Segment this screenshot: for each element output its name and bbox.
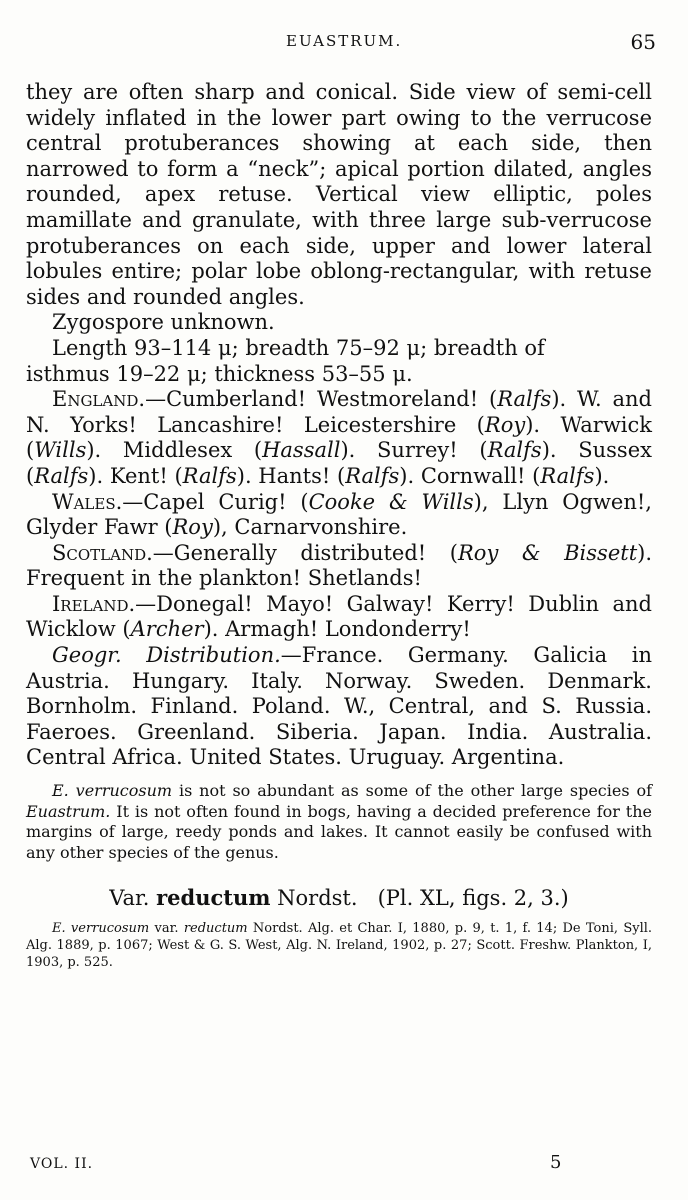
region-label: Wales <box>52 489 116 514</box>
main-text <box>26 80 652 971</box>
region-label: Scotland <box>52 540 147 565</box>
collector-name: Ralfs <box>487 438 542 463</box>
collector-name: Ralfs <box>345 463 400 488</box>
dimensions-line-1: Length 93–114 μ; breadth 75–92 μ; breadth of <box>52 335 545 360</box>
variety-heading: Var. reductum Nordst. (Pl. XL, figs. 2, 3.) <box>109 885 569 911</box>
bibliographic-references: E. verrucosum var. reductum Nordst. Alg. et Char. I, 1880, p. 9, t. 1, f. 14; De Toni, Syll. Alg. 1889, p. 1067; West & G. S. West, Alg. N. Ireland, 1902, p. 27; Scott. Freshw. Plankton, I, 1903, p. 525. <box>26 921 653 971</box>
collector-name: Cooke & Wills <box>308 489 474 514</box>
ireland-records: Ireland.—Donegal! Mayo! Galway! Kerry! Dublin and Wicklow (Archer). Armagh! Londonderry! <box>26 591 652 642</box>
signature-mark: 5 <box>550 1152 562 1173</box>
plate-reference: (Pl. XL, figs. 2, 3.) <box>377 886 569 911</box>
scotland-records: Scotland.—Generally distributed! (Roy & Bissett). Frequent in the plankton! Shetlands! <box>26 540 653 591</box>
collector-name: Ralfs <box>34 463 89 488</box>
genus-name: Euastrum. <box>26 801 111 821</box>
volume-label: VOL. II. <box>30 1156 94 1172</box>
description-paragraph: they are often sharp and conical. Side view of semi-cell widely inflated in the lower part owing to the verrucose central protuberances showing at each side, then narrowed to form a “neck”; apical portion dilated, angles rounded, apex retuse. Vertical view elliptic, poles mamillate and granulate, with three large sub-verrucose protuberances on each side, upper and lower lateral lobules entire; polar lobe oblong-rectangular, with retuse sides and rounded angles. <box>26 80 652 309</box>
page-header <box>0 30 688 56</box>
species-note: E. verrucosum is not so abundant as some of the other large species of Euastrum. It is not often found in bogs, having a decided preference for the margins of large, reedy ponds and lakes. It cannot easily be confused with any other species of the genus. <box>26 781 653 862</box>
collector-name: Ralfs <box>540 463 595 488</box>
running-title: EUASTRUM. <box>286 32 403 50</box>
dimensions-line-2: isthmus 19–22 μ; thickness 53–55 μ. <box>26 361 413 386</box>
zygospore-line: Zygospore unknown. <box>52 310 275 335</box>
region-label: Ireland <box>52 591 129 616</box>
distribution-label: Geogr. Distribution. <box>52 643 281 668</box>
collector-name: Roy <box>484 412 526 437</box>
collector-name: Ralfs <box>182 463 237 488</box>
species-name: E. verrucosum <box>52 781 173 801</box>
england-records: England.—Cumberland! Westmoreland! (Ralfs). W. and N. Yorks! Lancashire! Leicestershire (Roy). Warwick (Wills). Middlesex (Hassall). Surrey! (Ralfs). Sussex (Ralfs). Kent! (Ralfs). Hants! (Ralfs). Cornwall! (Ralfs). <box>26 387 653 488</box>
collector-name: Roy <box>172 515 213 540</box>
page-footer <box>30 1152 660 1180</box>
region-label: England <box>52 387 139 412</box>
collector-name: Archer <box>130 617 204 642</box>
wales-records: Wales.—Capel Curig! (Cooke & Wills), Llyn Ogwen!, Glyder Fawr (Roy), Carnarvonshire. <box>26 489 652 540</box>
geographic-distribution: Geogr. Distribution.—France. Germany. Galicia in Austria. Hungary. Italy. Norway. Sweden. Denmark. Bornholm. Finland. Poland. W., Central, and S. Russia. Faeroes. Greenland. Siberia. Japan. India. Australia. Central Africa. United States. Uruguay. Argentina. <box>26 643 652 770</box>
page-number: 65 <box>630 30 656 54</box>
variety-name: reductum <box>156 885 271 911</box>
collector-name: Roy & Bissett <box>457 540 638 565</box>
collector-name: Hassall <box>262 438 341 463</box>
collector-name: Ralfs <box>497 387 552 412</box>
collector-name: Wills <box>34 438 87 463</box>
